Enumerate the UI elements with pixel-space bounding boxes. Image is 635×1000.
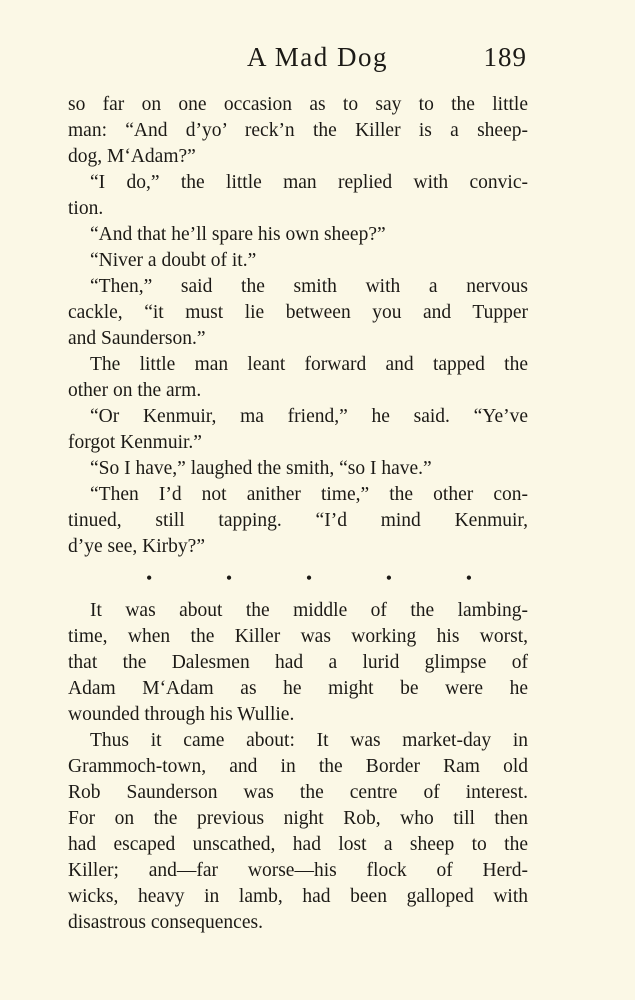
text-line: For on the previous night Rob, who till then [68,808,528,829]
text-line: tinued, still tapping. “I’d mind Kenmuir, [68,510,528,531]
text-line: “I do,” the little man replied with convic- [90,172,528,193]
text-line: wounded through his Wullie. [68,704,295,725]
text-line: disastrous consequences. [68,912,263,933]
text-line: had escaped unscathed, had lost a sheep to the [68,834,528,855]
text-line: Grammoch-town, and in the Border Ram old [68,756,528,777]
text-line: dog, M‘Adam?” [68,146,196,167]
section-break-dot: • [385,568,393,588]
text-line: The little man leant forward and tapped the [90,354,528,375]
text-line: Adam M‘Adam as he might be were he [68,678,528,699]
text-line: It was about the middle of the lambing- [90,600,528,621]
text-line: “Niver a doubt of it.” [90,250,257,271]
text-line: “Then I’d not anither time,” the other con- [90,484,528,505]
text-line: that the Dalesmen had a lurid glimpse of [68,652,528,673]
text-line: other on the arm. [68,380,202,401]
text-line: d’ye see, Kirby?” [68,536,205,557]
page-number: 189 [483,42,527,72]
section-break-dot: • [465,568,472,588]
paragraph [68,728,528,936]
paragraph [68,170,528,222]
text-line: “And that he’ll spare his own sheep?” [90,224,386,245]
text-line: cackle, “it must lie between you and Tupper [68,302,528,323]
text-line: Rob Saunderson was the centre of interest. [68,782,528,803]
body-text [68,92,528,936]
section-break-dot: • [305,568,313,588]
text-line: Killer; and—far worse—his flock of Herd- [68,860,528,881]
text-line: forgot Kenmuir.” [68,432,202,453]
text-line: so far on one occasion as to say to the little [68,94,528,115]
text-line: man: “And d’yo’ reck’n the Killer is a sheep- [68,120,528,141]
paragraph [68,248,528,274]
running-title: A Mad Dog [247,42,388,72]
text-line: Thus it came about: It was market-day in [90,730,528,751]
section-break [146,562,472,594]
text-line: tion. [68,198,104,219]
section-break-dot: • [146,568,153,588]
text-line: “Or Kenmuir, ma friend,” he said. “Ye’ve [90,406,528,427]
paragraph [68,404,528,456]
paragraph [68,482,528,560]
page-header [0,40,635,80]
text-line: and Saunderson.” [68,328,206,349]
text-line: wicks, heavy in lamb, had been galloped with [68,886,528,907]
paragraph [68,92,528,170]
section-break-dot: • [225,568,233,588]
text-line: time, when the Killer was working his worst, [68,626,528,647]
paragraph [68,598,528,728]
text-line: “Then,” said the smith with a nervous [90,276,528,297]
paragraph [68,274,528,352]
paragraph [68,222,528,248]
text-line: “So I have,” laughed the smith, “so I have.” [90,458,432,479]
paragraph [68,352,528,404]
paragraph [68,456,528,482]
